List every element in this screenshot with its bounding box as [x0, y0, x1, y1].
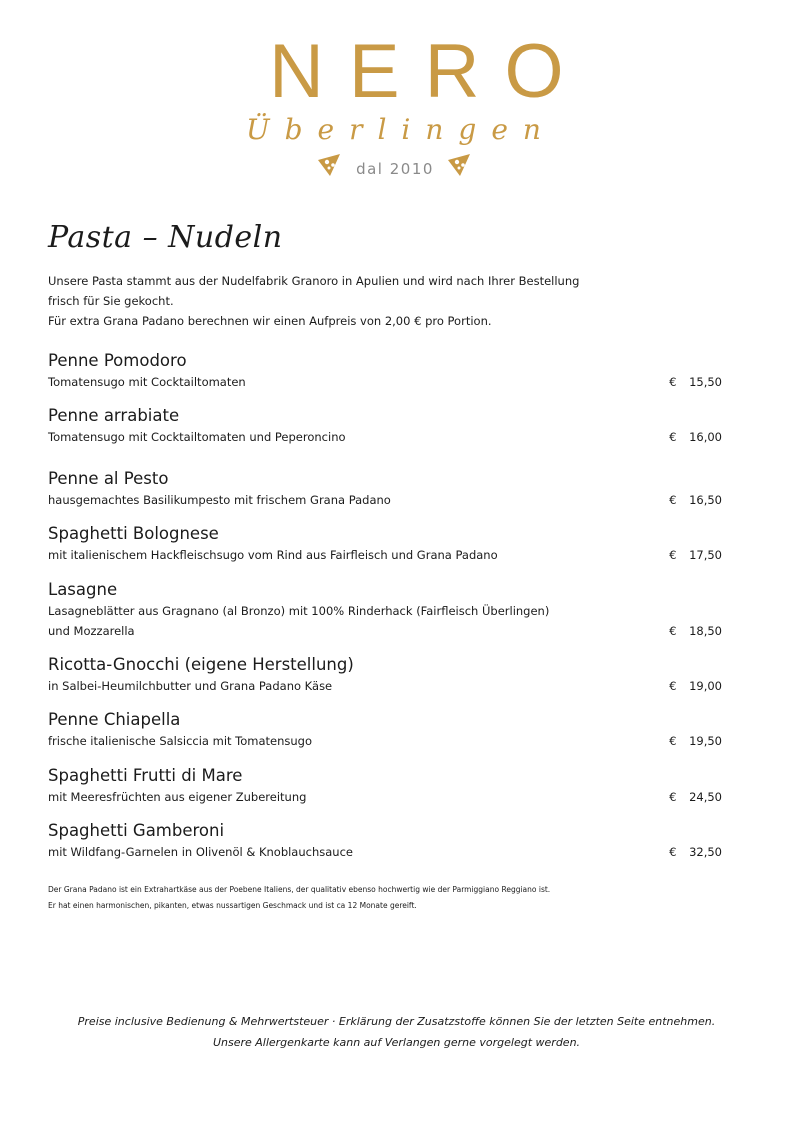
currency-symbol: €: [669, 734, 677, 748]
brand-name: NERO: [269, 29, 589, 114]
item-price: [669, 621, 722, 641]
footnote-line: Der Grana Padano ist ein Extrahartkäse aus der Poebene Italiens, der qualitativ ebenso hochwertig wie der Parmiggiano Reggiano ist.: [48, 885, 551, 894]
item-description: und Mozzarella: [48, 624, 135, 638]
item-name: Spaghetti Frutti di Mare: [48, 766, 243, 785]
item-description: mit italienischem Hackfleischsugo vom Rind aus Fairfleisch und Grana Padano: [48, 548, 498, 562]
note-line: Preise inclusive Bedienung & Mehrwertsteuer · Erklärung der Zusatzstoffe können Sie der letzten Seite entnehmen.: [77, 1015, 716, 1028]
item-price: [669, 787, 722, 807]
item-price: [669, 490, 722, 510]
currency-symbol: €: [669, 790, 677, 804]
footnote-line: Er hat einen harmonischen, pikanten, etwas nussartigen Geschmack und ist ca 12 Monate gereift.: [48, 901, 417, 910]
price-value: 15,50: [689, 375, 722, 389]
item-description: frische italienische Salsiccia mit Tomatensugo: [48, 734, 313, 748]
menu-item: [48, 350, 728, 392]
intro-line: Unsere Pasta stammt aus der Nudelfabrik Granoro in Apulien und wird nach Ihrer Bestellung: [48, 274, 580, 288]
section-intro: [48, 271, 648, 331]
currency-symbol: €: [669, 493, 677, 507]
menu-item: [48, 765, 728, 807]
brand-since: dal 2010: [356, 160, 434, 178]
item-description: mit Wildfang-Garnelen in Olivenöl & Knoblauchsauce: [48, 845, 353, 859]
item-price: [669, 545, 722, 565]
item-name: Lasagne: [48, 580, 118, 599]
currency-symbol: €: [669, 624, 677, 638]
item-price: [669, 731, 722, 751]
price-info-note: [0, 1011, 793, 1053]
menu-item: [48, 579, 728, 641]
item-name: Penne arrabiate: [48, 406, 180, 425]
item-name: Ricotta-Gnocchi (eigene Herstellung): [48, 655, 354, 674]
item-description: Tomatensugo mit Cocktailtomaten und Peperoncino: [48, 430, 346, 444]
item-price: [669, 676, 722, 696]
menu-item: [48, 709, 728, 751]
grana-padano-footnote: [48, 882, 550, 914]
item-name: Spaghetti Bolognese: [48, 524, 219, 543]
item-name: Spaghetti Gamberoni: [48, 821, 225, 840]
price-value: 19,50: [689, 734, 722, 748]
price-value: 24,50: [689, 790, 722, 804]
price-value: 32,50: [689, 845, 722, 859]
item-name: Penne al Pesto: [48, 469, 169, 488]
item-name: Penne Chiapella: [48, 710, 181, 729]
item-name: Penne Pomodoro: [48, 351, 187, 370]
currency-symbol: €: [669, 679, 677, 693]
price-value: 19,00: [689, 679, 722, 693]
menu-item: [48, 523, 728, 565]
menu-item: [48, 654, 728, 696]
item-description: Tomatensugo mit Cocktailtomaten: [48, 375, 246, 389]
intro-line: Für extra Grana Padano berechnen wir einen Aufpreis von 2,00 € pro Portion.: [48, 314, 492, 328]
currency-symbol: €: [669, 548, 677, 562]
currency-symbol: €: [669, 845, 677, 859]
intro-line: frisch für Sie gekocht.: [48, 294, 174, 308]
price-value: 18,50: [689, 624, 722, 638]
item-description: in Salbei-Heumilchbutter und Grana Padano Käse: [48, 679, 333, 693]
menu-item: [48, 468, 728, 510]
item-price: [669, 842, 722, 862]
section-title: Pasta – Nudeln: [48, 220, 283, 255]
menu-item: [48, 820, 728, 862]
note-line: Unsere Allergenkarte kann auf Verlangen gerne vorgelegt werden.: [212, 1036, 581, 1049]
restaurant-logo: [0, 0, 793, 190]
currency-symbol: €: [669, 430, 677, 444]
brand-city: Überlingen: [246, 113, 556, 146]
pizza-slice-icon-left: [318, 154, 340, 176]
item-description: mit Meeresfrüchten aus eigener Zubereitung: [48, 790, 307, 804]
price-value: 17,50: [689, 548, 722, 562]
item-price: [669, 427, 722, 447]
item-description: Lasagneblätter aus Gragnano (al Bronzo) mit 100% Rinderhack (Fairfleisch Überlingen): [48, 604, 550, 618]
item-price: [669, 372, 722, 392]
price-value: 16,50: [689, 493, 722, 507]
price-value: 16,00: [689, 430, 722, 444]
item-description: hausgemachtes Basilikumpesto mit frischem Grana Padano: [48, 493, 391, 507]
menu-item: [48, 405, 728, 447]
pizza-slice-icon-right: [448, 154, 470, 176]
currency-symbol: €: [669, 375, 677, 389]
